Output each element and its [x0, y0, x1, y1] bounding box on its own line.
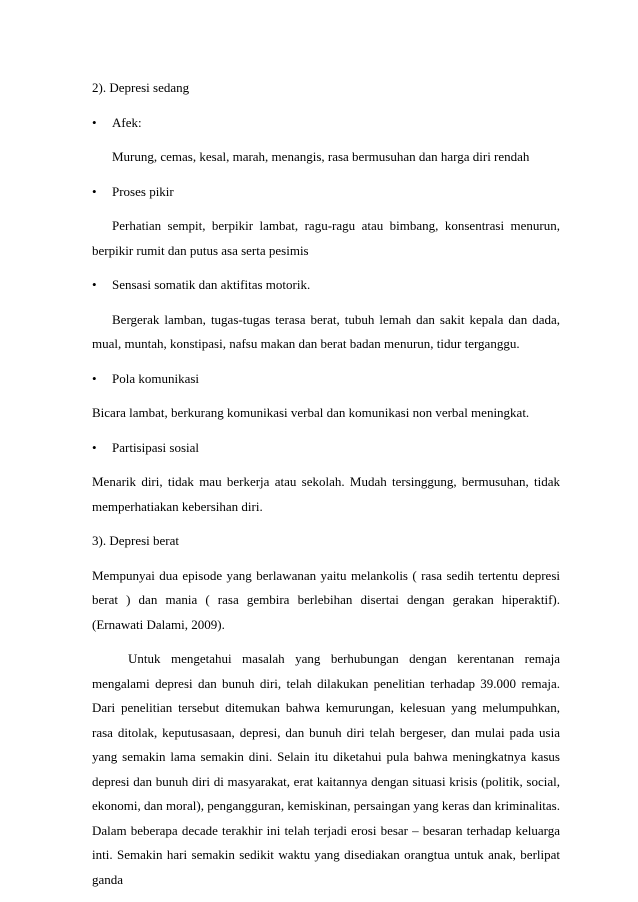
- bullet-pola-komunikasi: [92, 367, 560, 392]
- bullet-afek: [92, 111, 560, 136]
- bullet-label: Pola komunikasi: [112, 370, 200, 386]
- bullet-icon: •: [92, 439, 97, 455]
- bullet-partisipasi-sosial: [92, 436, 560, 461]
- bullet-sensasi-somatik: [92, 273, 560, 298]
- bullet-label: Sensasi somatik dan aktifitas motorik.: [112, 277, 311, 292]
- paragraph-proses-pikir: Perhatian sempit, berpikir lambat, ragu-ragu atau bimbang, konsentrasi menurun, berpikir rumit dan putus asa serta pesimis: [92, 218, 560, 258]
- paragraph-sensasi-somatik: Bergerak lamban, tugas-tugas terasa berat, tubuh lemah dan sakit kepala dan dada, mual, muntah, konstipasi, nafsu makan dan berat badan menurun, tidur terganggu.: [92, 311, 560, 351]
- paragraph-partisipasi-sosial: Menarik diri, tidak mau berkerja atau sekolah. Mudah tersinggung, bermusuhan, tidak memperhatiakan kebersihan diri.: [92, 474, 560, 514]
- paragraph-afek: Murung, cemas, kesal, marah, menangis, rasa bermusuhan dan harga diri rendah: [112, 149, 530, 164]
- bullet-icon: •: [92, 183, 97, 199]
- document-body: [92, 76, 560, 892]
- bullet-label: Proses pikir: [112, 183, 174, 199]
- bullet-icon: •: [92, 114, 97, 130]
- bullet-icon: •: [92, 277, 97, 292]
- paragraph-pola-komunikasi: Bicara lambat, berkurang komunikasi verbal dan komunikasi non verbal meningkat.: [92, 405, 530, 420]
- section-heading-depresi-sedang: 2). Depresi sedang: [92, 80, 190, 95]
- bullet-icon: •: [92, 370, 97, 386]
- bullet-label: Partisipasi sosial: [112, 439, 200, 455]
- bullet-proses-pikir: [92, 180, 560, 205]
- paragraph-depresi-berat: Mempunyai dua episode yang berlawanan yaitu melankolis ( rasa sedih tertentu depresi berat ) dan mania ( rasa gembira berlebihan disertai dengan gerakan hiperaktif). (Ernawati Dalami, 2009).: [92, 567, 560, 632]
- bullet-label: Afek:: [112, 114, 142, 130]
- section-heading-depresi-berat: 3). Depresi berat: [92, 533, 179, 548]
- paragraph-untuk-mengetahui: Untuk mengetahui masalah yang berhubungan dengan kerentanan remaja mengalami depresi dan bunuh diri, telah dilakukan penelitian terhadap 39.000 remaja. Dari penelitian tersebut ditemukan bahwa kemurungan, kelesuan yang melumpuhkan, rasa ditolak, keputusasaan, depresi, dan bunuh diri telah bergeser, dan mulai pada usia yang semakin lama semakin dini. Selain itu diketahui pula bahwa meningkatnya kasus depresi dan bunuh diri di masyarakat, erat kaitannya dengan situasi krisis (politik, social, ekonomi, dan moral), pengangguran, kemiskinan, persaingan yang keras dan kriminalitas. Dalam beberapa decade terakhir ini telah terjadi erosi besar – besaran terhadap keluarga inti. Semakin hari semakin sedikit waktu yang disediakan orangtua untuk anak, berlipat ganda: [92, 651, 560, 887]
